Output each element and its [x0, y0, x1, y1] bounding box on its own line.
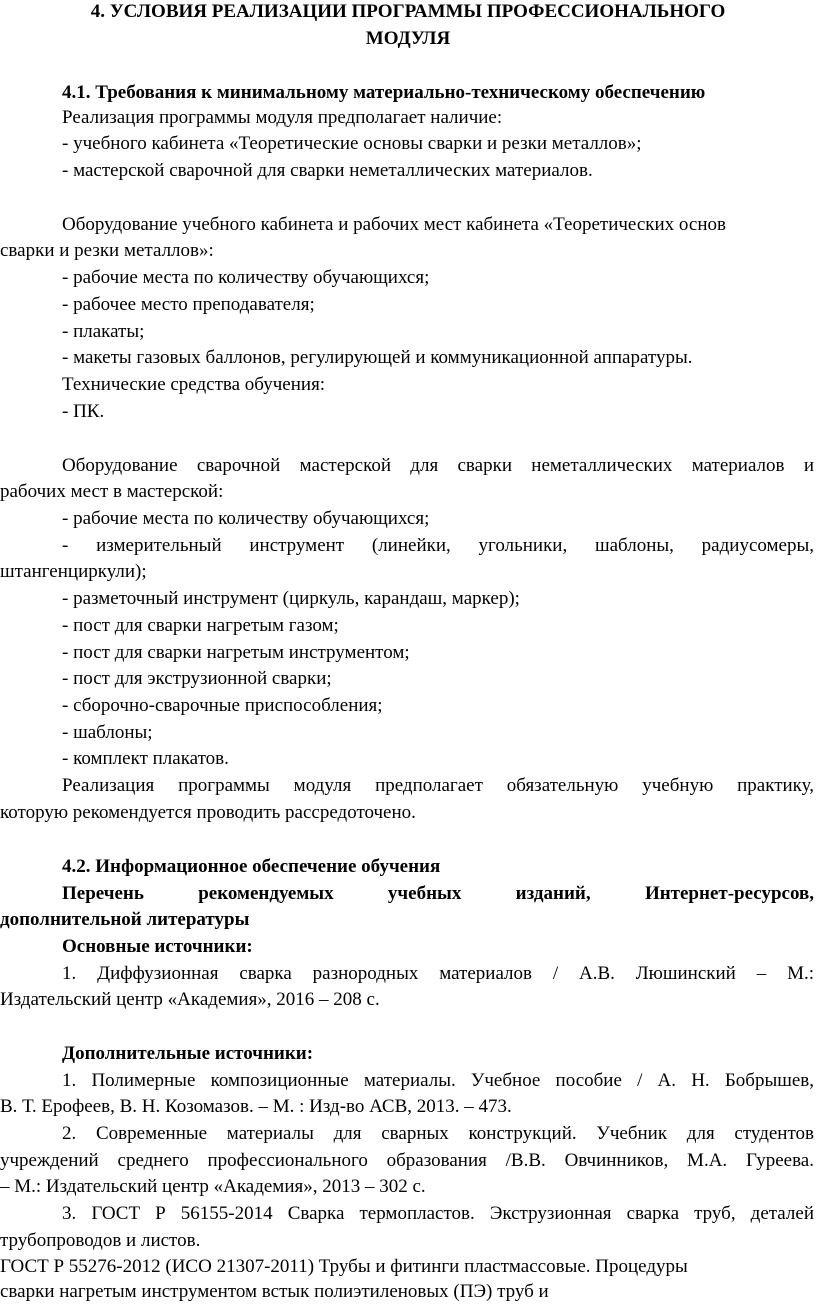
paragraph: Реализация программы модуля предполагает обязательную учебную практику,	[62, 775, 814, 796]
reference-item-cont: учреждений среднего профессионального образования /В.В. Овчинников, М.А. Гуреева.	[0, 1150, 814, 1171]
paragraph: Реализация программы модуля предполагает наличие:	[62, 107, 503, 128]
paragraph-cont: которую рекомендуется проводить рассредоточено.	[0, 802, 416, 823]
reference-item-cont: Издательский центр «Академия», 2016 – 208 с.	[0, 989, 380, 1010]
reference-item: 3. ГОСТ Р 56155-2014 Сварка термопластов. Экструзионная сварка труб, деталей	[62, 1203, 814, 1224]
list-item: - учебного кабинета «Теоретические основы сварки и резки металлов»;	[62, 133, 642, 154]
section-title-cont: МОДУЛЯ	[365, 28, 451, 49]
list-item: - рабочее место преподавателя;	[62, 294, 315, 315]
paragraph: Оборудование учебного кабинета и рабочих мест кабинета «Теоретических основ	[62, 214, 726, 235]
main-sources-label: Основные источники:	[62, 936, 253, 957]
list-item: - ПК.	[62, 401, 105, 422]
paragraph-cont: рабочих мест в мастерской:	[0, 481, 224, 502]
list-item-cont: штангенциркули);	[0, 561, 147, 582]
paragraph-cont: сварки и резки металлов»:	[0, 240, 214, 261]
list-item: - комплект плакатов.	[62, 748, 229, 769]
heading-4-1: 4.1. Требования к минимальному материально-техническому обеспечению	[62, 82, 706, 103]
list-item: - мастерской сварочной для сварки неметаллических материалов.	[62, 160, 593, 181]
reference-item: ГОСТ Р 55276-2012 (ИСО 21307-2011) Трубы и фитинги пластмассовые. Процедуры	[0, 1256, 688, 1277]
reference-item-cont: сварки нагретым инструментом встык полиэтиленовых (ПЭ) труб и	[0, 1281, 549, 1302]
list-item: - плакаты;	[62, 321, 145, 342]
reference-item-cont: – М.: Издательский центр «Академия», 2013 – 302 с.	[0, 1176, 426, 1197]
list-item: - пост для сварки нагретым инструментом;	[62, 642, 410, 663]
reference-item: 1. Полимерные композиционные материалы. Учебное пособие / А. Н. Бобрышев,	[62, 1070, 814, 1091]
reference-item: 2. Современные материалы для сварных конструкций. Учебник для студентов	[62, 1123, 814, 1144]
heading-4-2: 4.2. Информационное обеспечение обучения	[62, 856, 441, 877]
list-item: - рабочие места по количеству обучающихся;	[62, 267, 430, 288]
list-item: - разметочный инструмент (циркуль, карандаш, маркер);	[62, 588, 520, 609]
list-item: - шаблоны;	[62, 722, 153, 743]
list-item: - рабочие места по количеству обучающихся;	[62, 508, 430, 529]
paragraph: Технические средства обучения:	[62, 374, 326, 395]
section-title: 4. УСЛОВИЯ РЕАЛИЗАЦИИ ПРОГРАММЫ ПРОФЕССИОНАЛЬНОГО	[90, 1, 726, 22]
paragraph: Оборудование сварочной мастерской для сварки неметаллических материалов и	[62, 455, 814, 476]
reference-item-cont: трубопроводов и листов.	[0, 1230, 201, 1251]
subheading: Перечень рекомендуемых учебных изданий, Интернет-ресурсов,	[62, 883, 814, 904]
list-item: - измерительный инструмент (линейки, угольники, шаблоны, радиусомеры,	[62, 535, 814, 556]
extra-sources-label: Дополнительные источники:	[62, 1043, 314, 1064]
list-item: - пост для экструзионной сварки;	[62, 668, 332, 689]
reference-item: 1. Диффузионная сварка разнородных материалов / А.В. Люшинский – М.:	[62, 963, 814, 984]
list-item: - сборочно-сварочные приспособления;	[62, 695, 383, 716]
list-item: - пост для сварки нагретым газом;	[62, 615, 339, 636]
subheading-cont: дополнительной литературы	[0, 909, 250, 930]
reference-item-cont: В. Т. Ерофеев, В. Н. Козомазов. – М. : Изд-во АСВ, 2013. – 473.	[0, 1096, 512, 1117]
list-item: - макеты газовых баллонов, регулирующей и коммуникационной аппаратуры.	[62, 347, 693, 368]
